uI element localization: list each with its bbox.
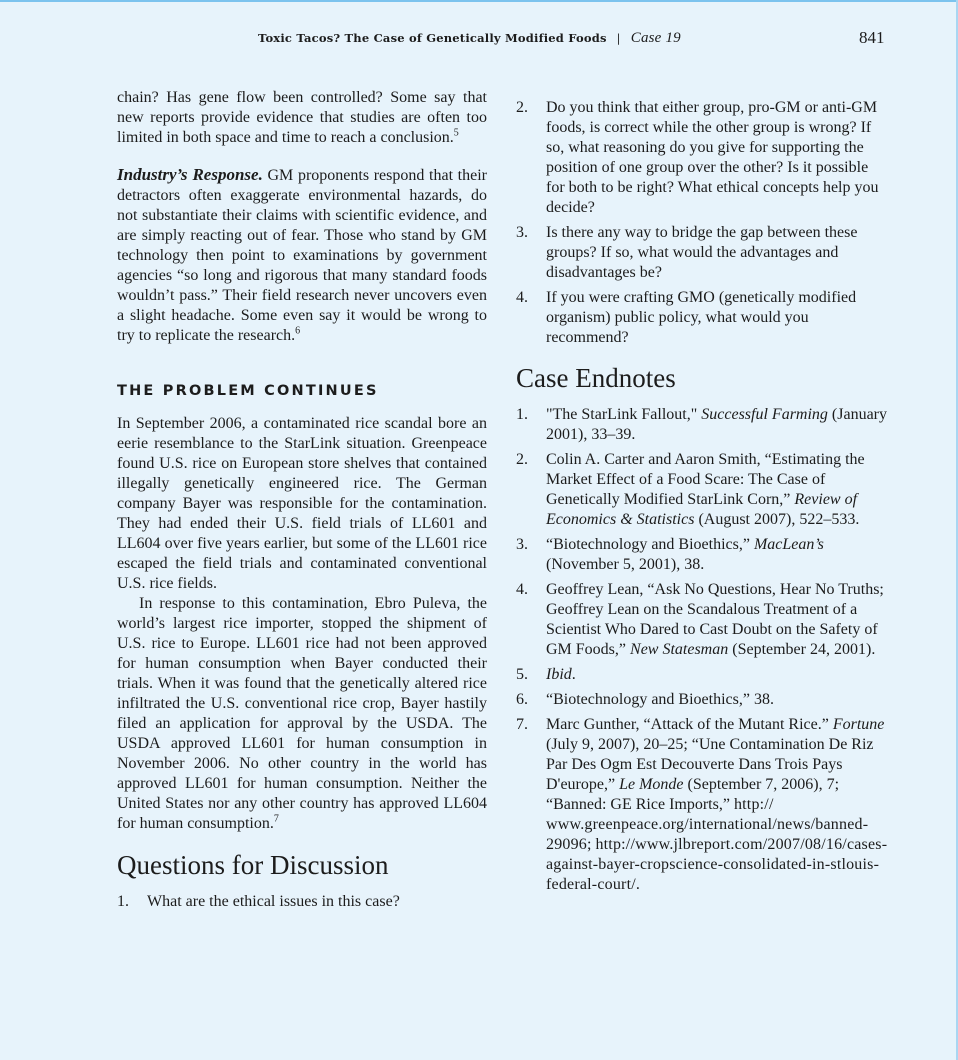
endnote-item: 1. "The StarLink Fallout," Successful Farming (January 2001), 33–39. — [516, 406, 888, 443]
runin-heading: Industry’s Response. — [117, 165, 263, 184]
endnote-ref: 7 — [273, 813, 279, 825]
section-heading-problem: THE PROBLEM CONTINUES — [117, 383, 379, 399]
left-column — [117, 88, 487, 917]
question-list — [117, 892, 487, 912]
question-item: 3. Is there any way to bridge the gap between these groups? If so, what would the advantages and disadvantages be? — [516, 224, 858, 281]
running-separator: | — [616, 31, 621, 45]
paragraph-ebro-puleva: In response to this contamination, Ebro Puleva, the world’s largest rice importer, stopped the shipment of U.S. rice to Europe. LL601 rice had not been approved for human consumption when Bayer conducted their trials. When it was found that the genetically altered rice infiltrated the U.S. conventional rice crop, Bayer hastily filed an application for approval by the USDA. The USDA approved LL601 for human consumption in November 2006. No other country in the world has approved LL601 for human consumption. Neither the United States nor any other country has approved LL604 for human consumption.$^7$ — [117, 595, 487, 832]
running-title: Toxic Tacos? The Case of Genetically Modified Foods — [258, 31, 607, 45]
endnote-item: 4. Geoffrey Lean, “Ask No Questions, Hear No Truths; Geoffrey Lean on the Scandalous Treatment of a Scientist Who Dared to Cast Doubt on the Safety of GM Foods,” New Statesman (September 24, 2001). — [516, 581, 884, 658]
paragraph-rice-scandal: In September 2006, a contaminated rice scandal bore an eerie resemblance to the StarLink situation. Greenpeace found U.S. rice on European store shelves that contained illegally genetically engineered rice. The German company Bayer was responsible for the contamination. They had ended their U.S. field trials of LL601 and LL604 over five years earlier, but some of the LL601 rice escaped the field trials and contaminated conventional U.S. rice fields. — [117, 415, 487, 592]
question-item: 4. If you were crafting GMO (genetically modified organism) public policy, what would you recommend? — [516, 289, 857, 346]
endnote-url: http://www.jlbreport.com/2007/08/16/cases-against-bayer-cropscience-consolidated-in-stlouis-federal-court/ — [546, 836, 888, 893]
endnote-url: http://www.greenpeace.org/international/news/banned-29096 — [546, 796, 869, 853]
paragraph-industry-response: Industry’s Response. GM proponents respond that their detractors often exaggerate environmental hazards, do not substantiate their claims with scientific evidence, and are simply reacting out of fear. Those who stand by GM technology then point to examinations by government agencies “so long and rigorous that many standard foods wouldn’t pass.” Their field research never uncovers even a slight headache. Some even say it would be wrong to try to replicate the research.$^6$ — [117, 165, 487, 344]
endnote-item: 3. “Biotechnology and Bioethics,” MacLean’s (November 5, 2001), 38. — [516, 536, 824, 573]
right-column — [516, 98, 888, 900]
section-heading-questions: Questions for Discussion — [117, 850, 389, 880]
case-label: Case 19 — [630, 30, 681, 46]
question-list-continued — [516, 98, 888, 348]
endnote-ref: 6 — [295, 325, 301, 337]
endnote-item: 7. Marc Gunther, “Attack of the Mutant Rice.” Fortune (July 9, 2007), 20–25; “Une Contamination De Riz Par Des Ogm Est Decouverte Dans Trois Pays D'europe,” Le Monde (September 7, 2006), 7; “Banned: GE Rice Imports,” http://www.greenpeace.org/international/news/banned-29096; http://www.jlbreport.com/2007/08/16/cases-against-bayer-cropscience-consolidated-in-stlouis-federal-court/. — [516, 716, 888, 893]
question-item: 2. Do you think that either group, pro-GM or anti-GM foods, is correct while the other group is wrong? If so, what reasoning do you give for supporting the position of one group over the other? Is it possible for both to be right? What ethical concepts help you decide? — [516, 99, 879, 216]
paragraph-gene-flow: chain? Has gene flow been controlled? Some say that new reports provide evidence that studies are often too limited in both space and time to reach a conclusion.$^5$ — [117, 89, 487, 146]
endnote-list — [516, 405, 888, 895]
endnote-item: 2. Colin A. Carter and Aaron Smith, “Estimating the Market Effect of a Food Scare: The Case of Genetically Modified StarLink Corn,” Review of Economics & Statistics (August 2007), 522–533. — [516, 451, 865, 528]
section-heading-endnotes: Case Endnotes — [516, 363, 676, 393]
endnote-item: 5. Ibid. — [516, 666, 576, 683]
endnote-ref: 5 — [453, 127, 459, 139]
endnote-item: 6. “Biotechnology and Bioethics,” 38. — [516, 691, 774, 708]
top-border — [0, 0, 958, 2]
running-head — [258, 30, 681, 47]
question-item: 1. What are the ethical issues in this case? — [117, 893, 400, 910]
page-number: 841 — [859, 28, 885, 47]
